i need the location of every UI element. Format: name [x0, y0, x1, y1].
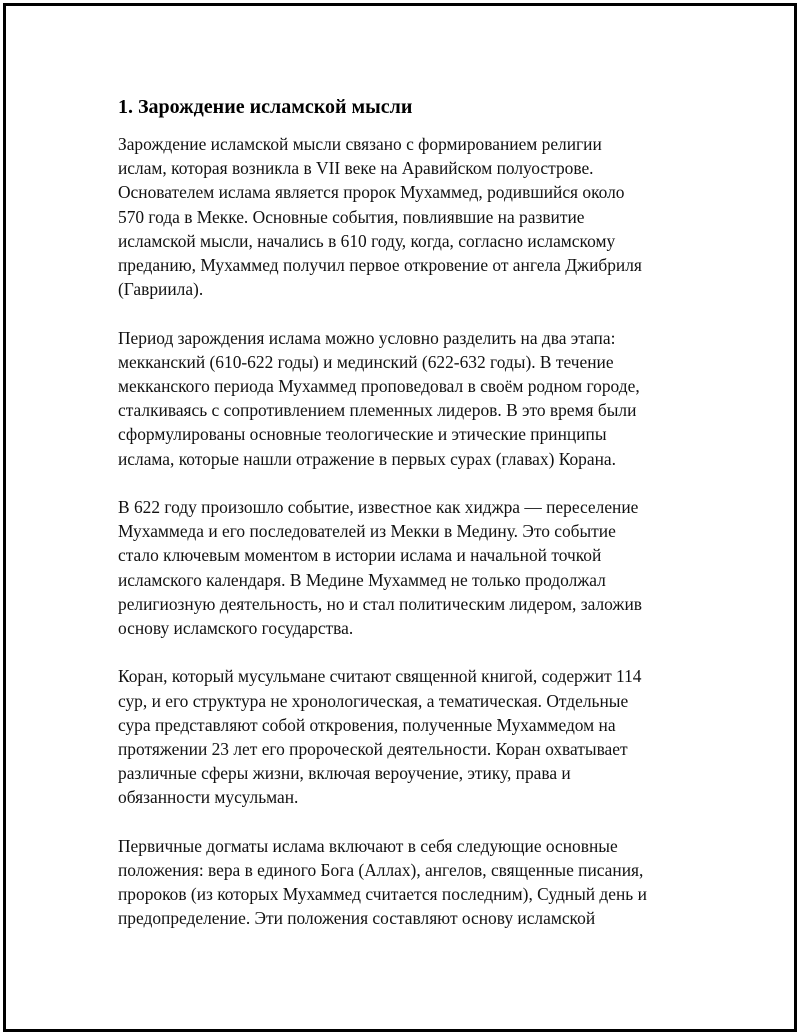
section-heading: 1. Зарождение исламской мысли [118, 96, 413, 118]
text-line: Основателем ислама является пророк Мухаммед, родившийся около [118, 182, 625, 203]
text-line: Период зарождения ислама можно условно разделить на два этапа: [118, 327, 616, 348]
text-line: сура представляют собой откровения, полученные Мухаммедом на [118, 714, 616, 735]
text-line: положения: вера в единого Бога (Аллах), ангелов, священные писания, [118, 860, 644, 881]
paragraph-dogmas [118, 834, 693, 931]
text-line: мекканского периода Мухаммед проповедовал в своём родном городе, [118, 376, 640, 397]
text-line: преданию, Мухаммед получил первое откровение от ангела Джибриля [118, 255, 642, 276]
paragraph-hijra [118, 495, 693, 640]
text-line: протяжении 23 лет его пророческой деятельности. Коран охватывает [118, 739, 628, 760]
text-line: различные сферы жизни, включая вероучение, этику, права и [118, 763, 571, 784]
text-line: стало ключевым моментом в истории ислама и начальной точкой [118, 545, 602, 566]
text-line: религиозную деятельность, но и стал политическим лидером, заложив [118, 593, 642, 614]
text-line: 570 года в Мекке. Основные события, повлиявшие на развитие [118, 206, 585, 227]
paragraph-periods [118, 326, 693, 471]
text-line: сталкиваясь с сопротивлением племенных лидеров. В это время были [118, 400, 637, 421]
text-line: обязанности мусульман. [118, 787, 299, 808]
text-line: (Гавриила). [118, 279, 204, 300]
text-line: сур, и его структура не хронологическая, а тематическая. Отдельные [118, 690, 629, 711]
text-line: сформулированы основные теологические и этические принципы [118, 424, 607, 445]
text-line: Коран, который мусульмане считают священной книгой, содержит 114 [118, 666, 642, 687]
text-line: основу исламского государства. [118, 618, 354, 639]
text-line: Зарождение исламской мысли связано с формированием религии [118, 134, 602, 154]
text-line: предопределение. Эти положения составляют основу исламской [118, 908, 596, 929]
text-line: ислам, которая возникла в VII веке на Аравийском полуострове. [118, 158, 594, 179]
text-line: Мухаммеда и его последователей из Мекки в Медину. Это событие [118, 521, 616, 542]
document-body [118, 94, 693, 955]
text-line: исламской мысли, начались в 610 году, когда, согласно исламскому [118, 230, 616, 251]
text-line: В 622 году произошло событие, известное как хиджра — переселение [118, 497, 639, 518]
text-line: пророков (из которых Мухаммед считается последним), Судный день и [118, 884, 647, 905]
paragraph-origins [118, 132, 693, 301]
text-line: ислама, которые нашли отражение в первых сурах (главах) Корана. [118, 448, 616, 469]
text-line: Первичные догматы ислама включают в себя следующие основные [118, 835, 618, 856]
text-line: исламского календаря. В Медине Мухаммед не только продолжал [118, 569, 606, 590]
paragraph-quran [118, 664, 693, 809]
text-line: мекканский (610-622 годы) и мединский (622-632 годы). В течение [118, 351, 614, 372]
